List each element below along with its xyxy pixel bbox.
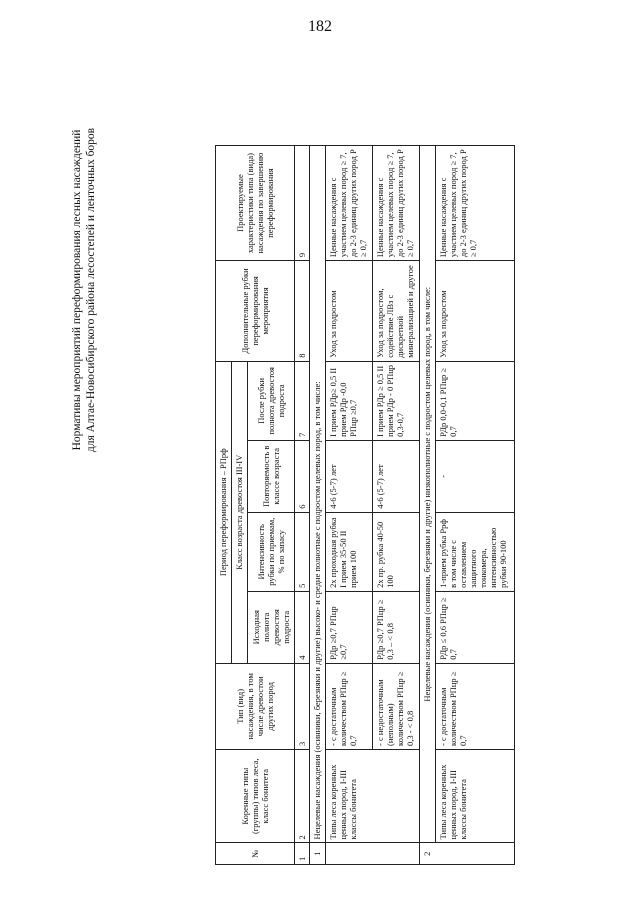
title-line-1: Нормативы мероприятий переформирования лесных насаждений [71,129,83,451]
norms-table-container [215,145,515,865]
row-2-repeat: - [436,440,515,512]
table-row-2 [436,146,515,865]
section-2-title: Нецелевые насаждения (осинники, березняки и другие) низкополнотные с подростом целевых пород, в том числе: [420,146,436,843]
section-2-num: 2 [420,843,515,865]
col-number: 2 [294,749,309,842]
row-2-forest-type: Типы леса коренных ценных пород, I-III классы бонитета [436,749,515,842]
row-1a-intensity: 2х проходная рубка I прием 35-50 II прием 100 [325,512,372,591]
header-stand-type: Тип (вид) насаждения, в том числе древостои других пород [216,663,295,749]
header-forest-type: Коренные типы (группы) типов леса, класс бонитета [216,749,295,842]
row-1a-stand-type: - с достаточным количеством РПцр ≥ 0,7 [325,663,372,749]
row-1b-intensity: 2х пр. рубка 40-50 100 [372,512,419,591]
row-1b-stand-type: - с недостаточным (неполным) количеством РПцр ≥ 0,3 - < 0,8 [372,663,419,749]
col-number: 7 [294,361,309,440]
header-additional: Дополнительные рубки переформирования мероприятия [216,261,295,362]
col-number: 6 [294,440,309,512]
row-2-initial: РДр ≤ 0,6 РПцр ≥ 0,7 [436,591,515,663]
page-number: 182 [308,18,332,35]
document-title [70,40,110,540]
col-number: 5 [294,512,309,591]
title-line-2: для Алтае-Новосибирского района лесостепей и ленточных боров [85,127,97,453]
row-2-after: РДр 0,0-0,1 РПцр ≥ 0,7 [436,361,515,440]
col-number: 3 [294,663,309,749]
col-number: 1 [294,843,309,865]
row-1-num-cell [325,843,420,865]
row-2-stand-type: - с достаточным количеством РПцр ≥ 0,7 [436,663,515,749]
row-1b-repeat: 4-6 (5-7) лет [372,440,419,512]
row-1b-additional: Уход за подростом, содействие ЛВз с дискретной минерализацией и другое [372,261,419,362]
col-number: 9 [294,146,309,261]
row-2-result: Ценные насаждения с участием целевых пород ≥ 7, до 2-3 единиц других пород Р ≥ 0,7 [436,146,515,261]
row-1a-additional: Уход за подростом [325,261,372,362]
header-period: Период переформирования – РПрф [216,361,232,663]
header-intensity: Интенсивность рубки по приемам, % по запасу [247,512,294,591]
row-1b-initial: РДр ≥0,7 РПцр ≥ 0,3 – < 0,8 [372,591,419,663]
row-2-additional: Уход за подростом [436,261,515,362]
header-age-class: Класс возраста древостоя III-IV [231,361,247,663]
row-1a-repeat: 4-6 (5-7) лет [325,440,372,512]
section-row-2 [420,146,436,865]
row-1b-result: Ценные насаждения с участием целевых пород ≥ 7, до 2-3 единиц других пород Р ≥ 0,7 [372,146,419,261]
table-row-1a [325,146,372,865]
row-1a-result: Ценные насаждения с участием целевых пород ≥ 7, до 2-3 единиц других пород Р ≥ 0,7 [325,146,372,261]
header-after: После рубки полнота древостоя подроста [247,361,294,440]
header-initial: Исходная полнота древостоя подроста [247,591,294,663]
section-1-num: 1 [309,843,325,865]
col-number: 8 [294,261,309,362]
row-2-intensity: 1-прием рубка Ррф в том числе с оставлением защитного тонкомера, интенсивностью рубки 90-100 [436,512,515,591]
header-repeat: Повторяемость в классе возраста [247,440,294,512]
row-1a-after: I прием РДр≥ 0,5 II прием РДр -0,0 РПцр ≥0,7 [325,361,372,440]
row-1-forest-type: Типы леса коренных ценных пород, I-III классы бонитета [325,749,420,842]
row-1b-after: I прием РДр ≥ 0,5 II прием РДр - 0 РПцр 0,3-0,7 [372,361,419,440]
col-number: 4 [294,591,309,663]
header-num: № [216,843,295,865]
header-row-1 [216,146,232,865]
section-row-1 [309,146,325,865]
norms-table [215,145,515,865]
header-result: Проектируемые характеристики типа (вида) насаждения по завершению переформирования [216,146,295,261]
section-1-title: Нецелевые насаждения (осинники, березняки и другие) высоко- и средне полнотные с подростом целевых пород, в том числе: [309,146,325,843]
column-numbers-row [294,146,309,865]
row-1a-initial: РДр ≥0,7 РПцр ≥0,7 [325,591,372,663]
